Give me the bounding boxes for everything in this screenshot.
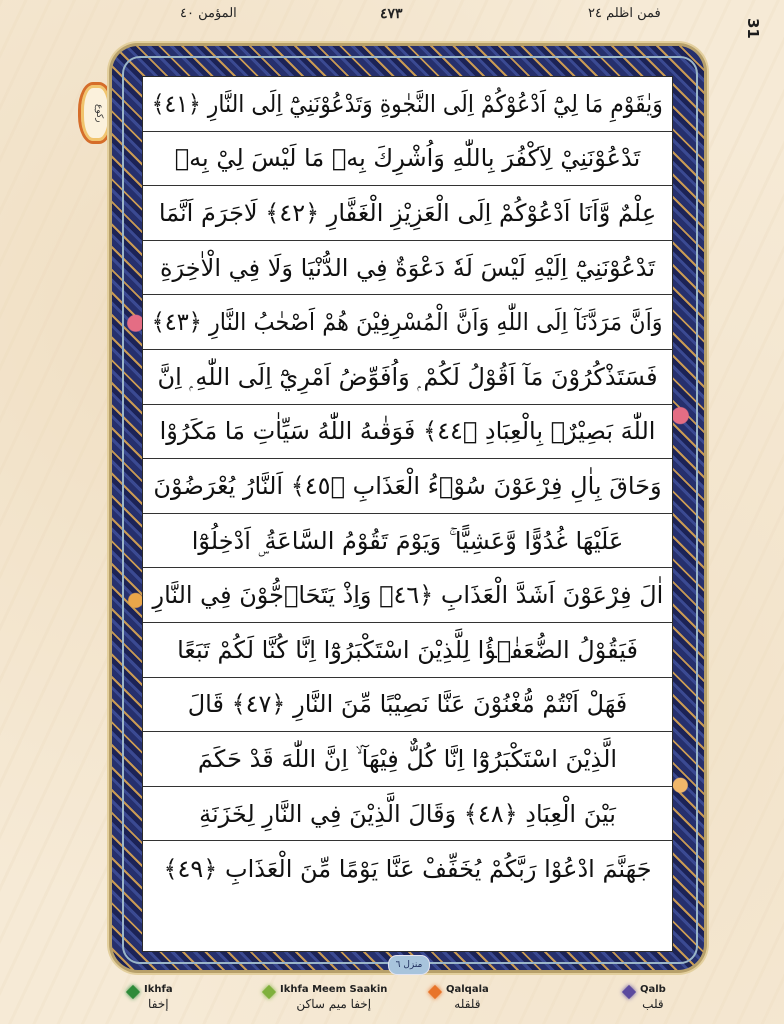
text-line: عِلْمٌ وَّاَنَا اَدْعُوْكُمْ اِلَى الْعَزِيْزِ الْغَفَّارِ ﴿٤٢﴾ لَاجَرَمَ اَنَّمَا — [143, 186, 672, 241]
text-line: فَسَتَذْكُرُوْنَ مَآ اَقُوْلُ لَكُمْ ۭ وَاُفَوِّضُ اَمْرِيْٓ اِلَى اللّٰهِ ۭ اِنَّ — [143, 350, 672, 405]
diamond-icon — [622, 985, 636, 999]
text-line: تَدْعُوْنَنِيْ لِاَكْفُرَ بِاللّٰهِ وَاُشْرِكَ بِهٖ مَا لَيْسَ لِيْ بِهٖ — [143, 132, 672, 187]
text-line: وَاَنَّ مَرَدَّنَآ اِلَى اللّٰهِ وَاَنَّ الْمُسْرِفِيْنَ هُمْ اَصْحٰبُ النَّارِ ﴿٤٣﴾ — [143, 295, 672, 350]
page-header — [0, 0, 784, 40]
legend-item-qalb: Qalb قلب — [624, 983, 666, 1012]
juz-name: فمن اظلم ٢٤ — [588, 6, 661, 21]
text-line: فَيَقُوْلُ الضُّعَفٰۗؤُا لِلَّذِيْنَ اسْتَكْبَرُوْٓا اِنَّا كُنَّا لَكُمْ تَبَعًا — [143, 623, 672, 678]
legend-item-ikhfa-meem-saakin: Ikhfa Meem Saakin إخفا ميم ساكن — [264, 983, 387, 1012]
diamond-icon — [126, 985, 140, 999]
text-line: اٰلَ فِرْعَوْنَ اَشَدَّ الْعَذَابِ ﴿٤٦﴾ وَاِذْ يَتَحَاۗجُّوْنَ فِي النَّارِ — [143, 568, 672, 623]
text-line: وَحَاقَ بِاٰلِ فِرْعَوْنَ سُوْۗءُ الْعَذَابِ ﴿٤٥﴾ اَلنَّارُ يُعْرَضُوْنَ — [143, 459, 672, 514]
text-line: بَيْنَ الْعِبَادِ ﴿٤٨﴾ وَقَالَ الَّذِيْنَ فِي النَّارِ لِخَزَنَةِ — [143, 787, 672, 842]
legend-item-ikhfa: Ikhfa إخفا — [128, 983, 173, 1012]
text-line: وَيٰقَوْمِ مَا لِيْٓ اَدْعُوْكُمْ اِلَى النَّجٰوةِ وَتَدْعُوْنَنِيْٓ اِلَى النَّارِ ﴿٤١﴾ — [143, 77, 672, 132]
side-page-number: 31 — [744, 18, 762, 39]
legend-item-qalqala: Qalqala قلقله — [430, 983, 489, 1012]
diamond-icon — [262, 985, 276, 999]
diamond-icon — [428, 985, 442, 999]
text-line: الَّذِيْنَ اسْتَكْبَرُوْٓا اِنَّا كُلٌّ فِيْهَآ ۙ اِنَّ اللّٰهَ قَدْ حَكَمَ — [143, 732, 672, 787]
manzil-marker: منزل ٦ — [388, 955, 430, 975]
ruku-marker-icon: ركوع — [78, 82, 114, 144]
quran-text-area — [142, 76, 673, 952]
text-line: عَلَيْهَا غُدُوًّا وَّعَشِيًّا ۚ وَيَوْمَ تَقُوْمُ السَّاعَةُ ۣ اَدْخِلُوْٓا — [143, 514, 672, 569]
page-number: ٤٧٣ — [380, 6, 403, 22]
text-line: جَهَنَّمَ ادْعُوْا رَبَّكُمْ يُخَفِّفْ عَنَّا يَوْمًا مِّنَ الْعَذَابِ ﴿٤٩﴾ — [163, 854, 652, 883]
tajweed-legend — [0, 983, 784, 1023]
surah-name: المؤمن ٤٠ — [180, 6, 237, 21]
text-line: فَهَلْ اَنْتُمْ مُّغْنُوْنَ عَنَّا نَصِيْبًا مِّنَ النَّارِ ﴿٤٧﴾ قَالَ — [143, 678, 672, 733]
text-line: تَدْعُوْنَنِيْٓ اِلَيْهِ لَيْسَ لَهٗ دَعْوَةٌ فِي الدُّنْيَا وَلَا فِي الْاٰخِرَةِ — [143, 241, 672, 296]
text-line: اللّٰهَ بَصِيْرٌۢ بِالْعِبَادِ ﴿٤٤﴾ فَوَقٰىهُ اللّٰهُ سَيِّاٰتِ مَا مَكَرُوْا — [143, 405, 672, 460]
